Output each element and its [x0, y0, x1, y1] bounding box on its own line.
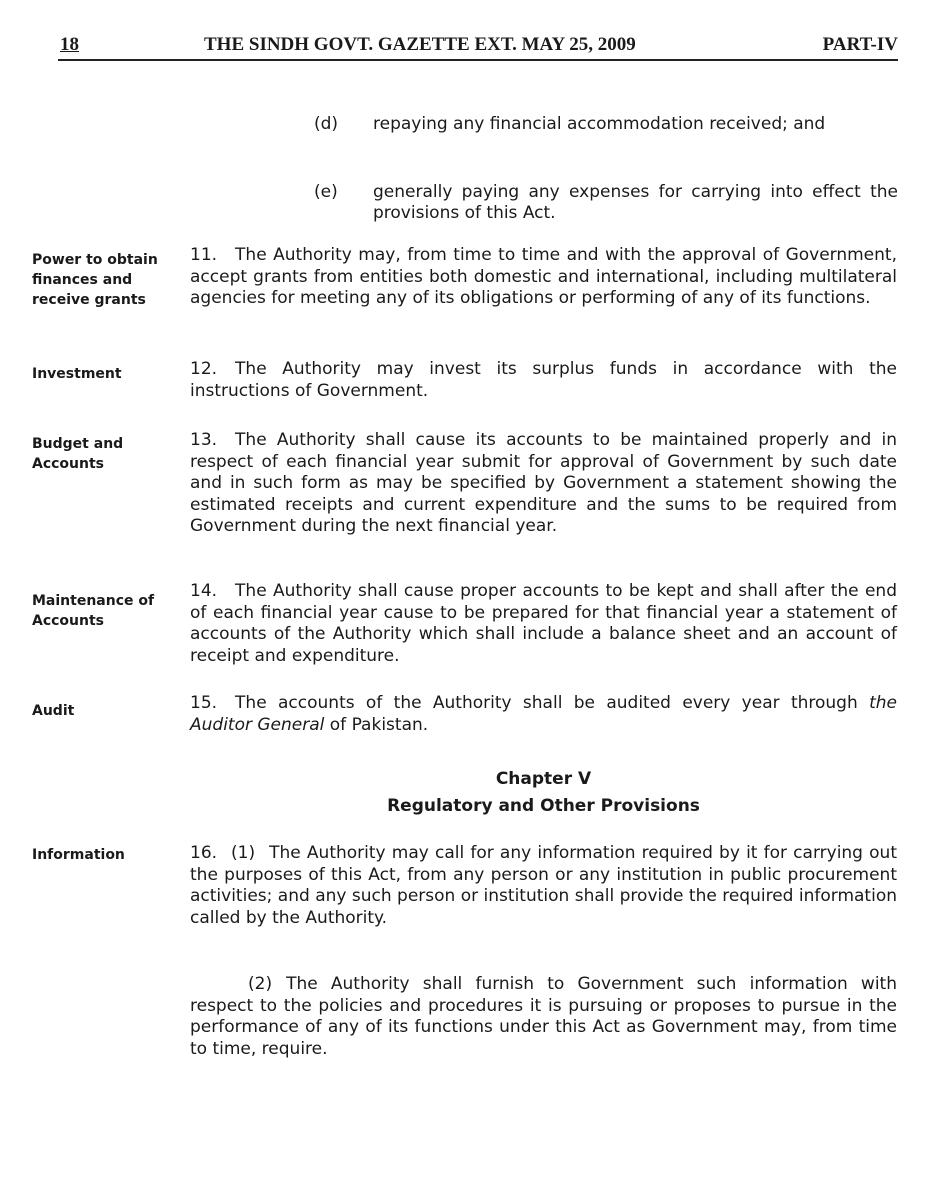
section-13-number: 13. [190, 430, 218, 450]
section-13-text: The Authority shall cause its accounts to be maintained properly and in respect of each financial year submit for approval of Government by such date and in such form as may be specified by Government a statement showing the estimated receipts and current expenditure and the sums to be required from Government during the next financial year. [190, 430, 897, 536]
margin-note-s15: Audit [32, 703, 75, 719]
section-12 [190, 359, 897, 402]
chapter-title: Regulatory and Other Provisions [387, 796, 700, 816]
section-12-number: 12. [190, 359, 218, 379]
section-14-number: 14. [190, 581, 218, 601]
gazette-part: PART-IV [822, 34, 898, 55]
clause-e [314, 182, 898, 224]
clause-e-text: generally paying any expenses for carrying into effect the provisions of this Act. [373, 182, 898, 223]
section-16-sub1-label: (1) [231, 843, 256, 863]
margin-note-s11: Power to obtain finances and receive grants [32, 252, 158, 308]
section-16-1 [190, 843, 897, 929]
section-16-sub2-text: The Authority shall furnish to Government such information with respect to the policies and procedures it is pursuing or proposes to pursue in the performance of any of its functions under this Act as Government may, from time to time, require. [190, 974, 897, 1059]
section-15-text-a: The accounts of the Authority shall be audited every year through [235, 693, 870, 713]
section-16-sub1-text: The Authority may call for any information required by it for carrying out the purposes of this Act, from any person or any institution in public procurement activities; and any such person or institution shall provide the required information called by the Authority. [190, 843, 897, 928]
clause-d-text: repaying any financial accommodation received; and [373, 114, 826, 134]
section-16-sub2-label: (2) [248, 974, 273, 994]
margin-note-s14: Maintenance of Accounts [32, 593, 155, 629]
clause-d-label: (d) [314, 114, 339, 134]
section-11-text: The Authority may, from time to time and with the approval of Government, accept grants from entities both domestic and international, including multilateral agencies for meeting any of its obligations or performing of any of its functions. [190, 245, 897, 308]
page-number: 18 [60, 34, 79, 55]
clause-e-label: (e) [314, 182, 338, 202]
chapter-heading [190, 766, 897, 820]
clause-d [314, 114, 898, 135]
margin-note-s16: Information [32, 847, 125, 863]
section-13 [190, 430, 897, 538]
gazette-title: THE SINDH GOVT. GAZETTE EXT. MAY 25, 2009 [204, 34, 636, 55]
section-16-2 [190, 974, 897, 1060]
section-15-number: 15. [190, 693, 218, 713]
section-11 [190, 245, 897, 310]
margin-note-s12: Investment [32, 366, 122, 382]
section-14 [190, 581, 897, 667]
chapter-number: Chapter V [495, 769, 592, 789]
section-12-text: The Authority may invest its surplus funds in accordance with the instructions of Government. [190, 359, 897, 401]
section-16-number: 16. [190, 843, 218, 863]
section-14-text: The Authority shall cause proper accounts to be kept and shall after the end of each financial year cause to be prepared for that financial year a statement of accounts of the Authority which shall include a balance sheet and an account of receipt and expenditure. [190, 581, 897, 666]
section-15-text-b: of Pakistan. [324, 714, 429, 735]
margin-note-s13: Budget and Accounts [32, 436, 124, 472]
section-15 [190, 693, 897, 736]
page-header [58, 33, 898, 61]
section-11-number: 11. [190, 245, 218, 265]
section-15-text-italic: the Auditor General [190, 693, 897, 735]
